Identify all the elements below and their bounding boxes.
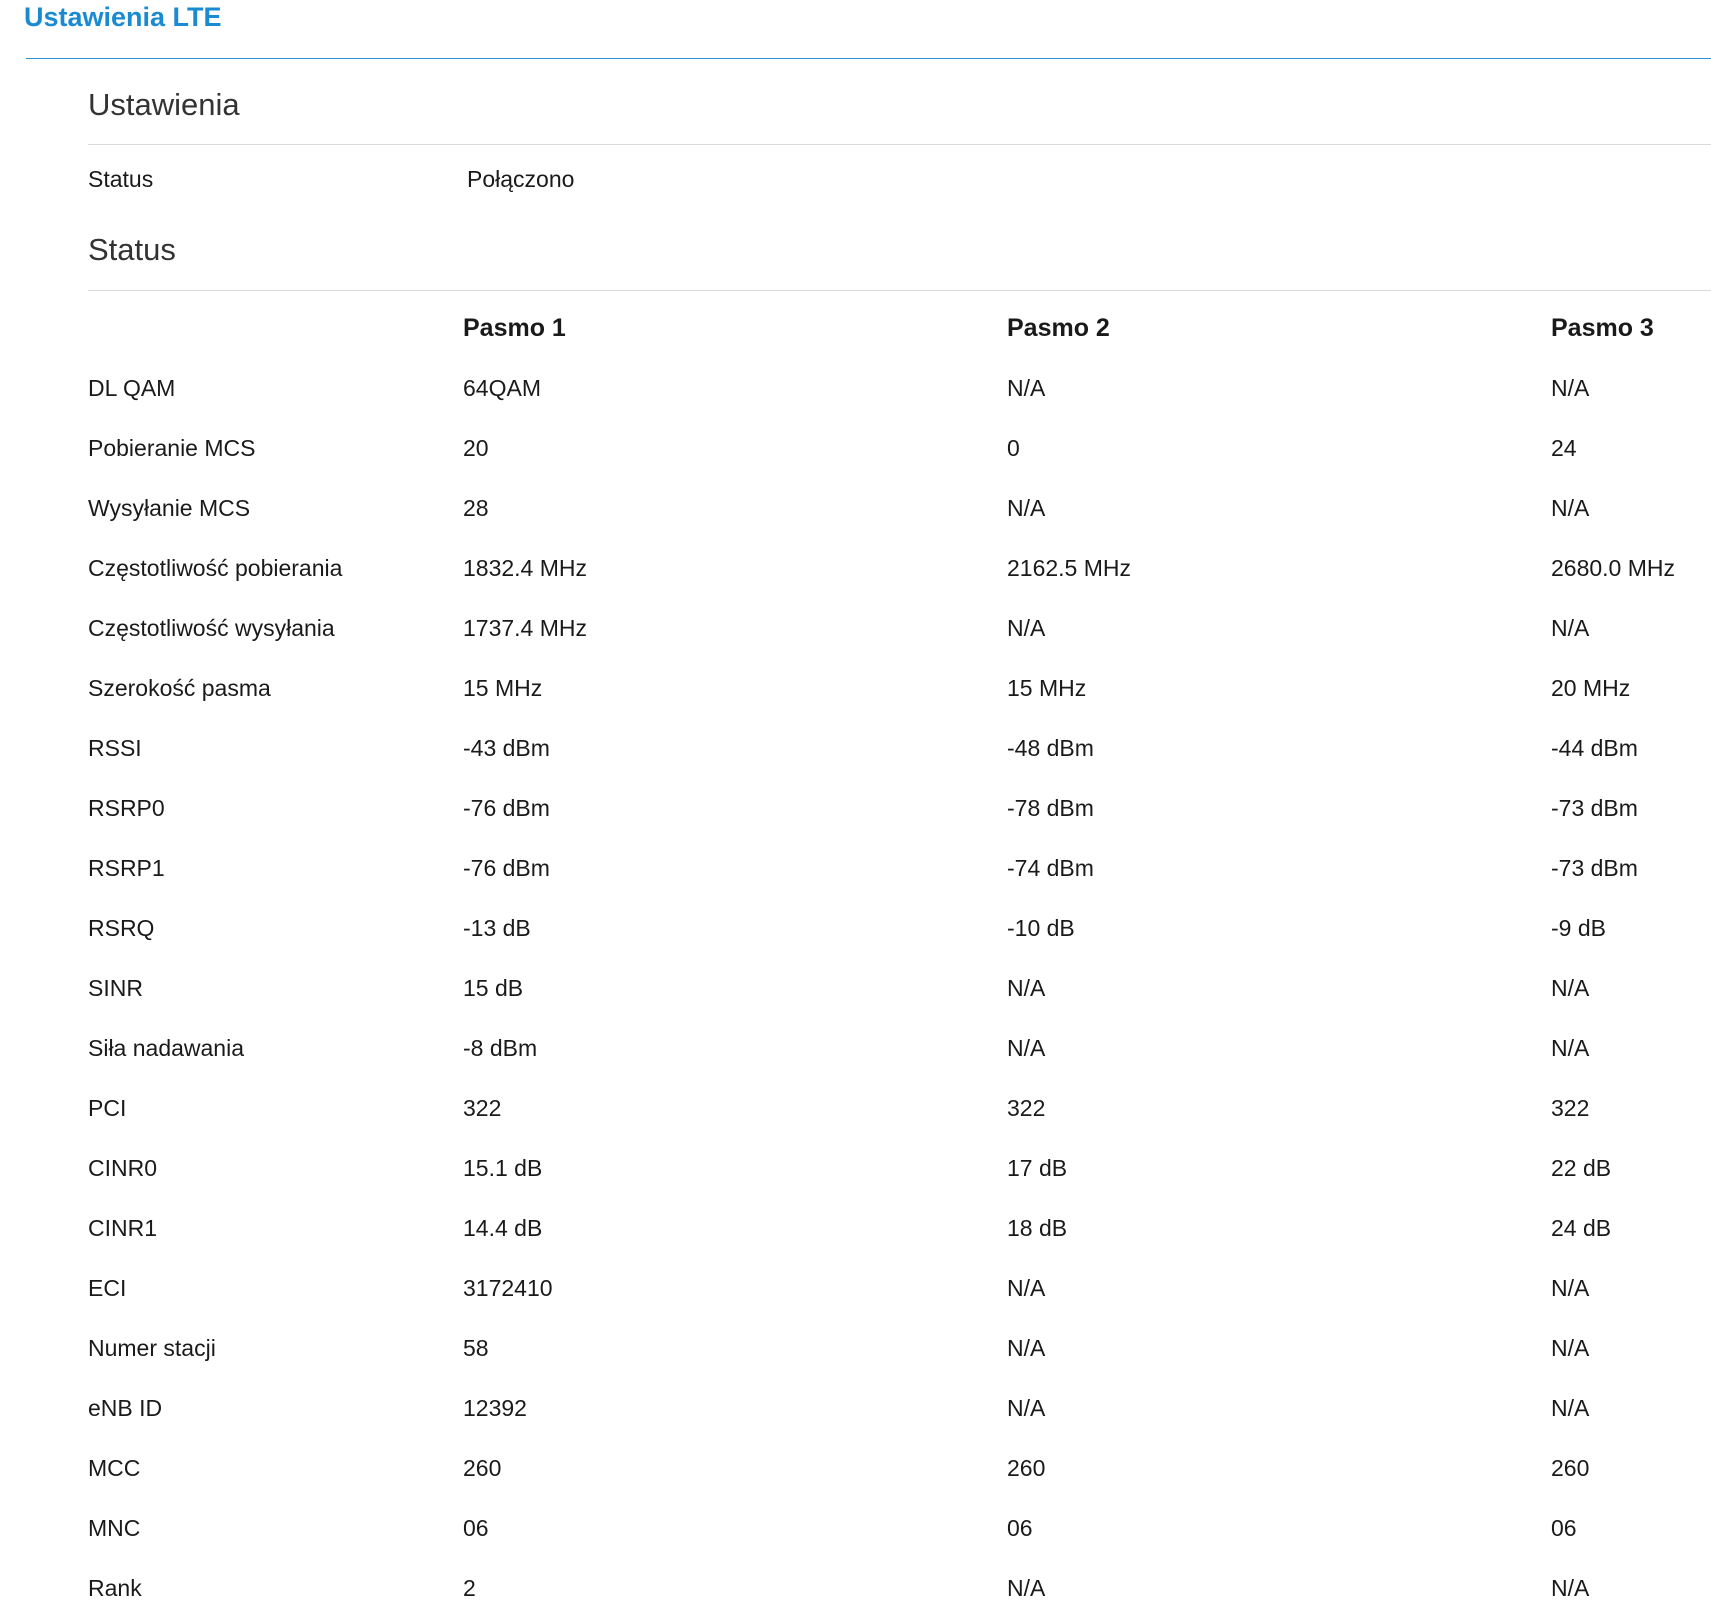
table-row	[88, 958, 1711, 1018]
row-label: Szerokość pasma	[88, 675, 271, 701]
table-row	[88, 838, 1711, 898]
table-row	[88, 1438, 1711, 1498]
title-divider	[26, 58, 1711, 59]
row-value-pasmo-3: 06	[1551, 1515, 1577, 1541]
row-label: RSRP1	[88, 855, 165, 881]
table-row	[88, 718, 1711, 778]
row-label: Rank	[88, 1575, 142, 1601]
row-value-pasmo-1: -43 dBm	[463, 735, 550, 761]
row-value-pasmo-3: N/A	[1551, 375, 1590, 401]
row-label: SINR	[88, 975, 143, 1001]
status-label: Status	[88, 166, 154, 192]
row-value-pasmo-2: 17 dB	[1007, 1155, 1068, 1181]
row-value-pasmo-2: N/A	[1007, 1575, 1046, 1601]
row-label: CINR1	[88, 1215, 158, 1241]
row-value-pasmo-3: 24 dB	[1551, 1215, 1612, 1241]
row-value-pasmo-3: -44 dBm	[1551, 735, 1638, 761]
row-value-pasmo-3: 2680.0 MHz	[1551, 555, 1676, 581]
row-value-pasmo-3: N/A	[1551, 1035, 1590, 1061]
row-label: MCC	[88, 1455, 141, 1481]
table-row	[88, 358, 1711, 418]
row-value-pasmo-1: 260	[463, 1455, 502, 1481]
row-value-pasmo-3: N/A	[1551, 1335, 1590, 1361]
row-label: RSSI	[88, 735, 142, 761]
table-row	[88, 1258, 1711, 1318]
row-value-pasmo-1: 322	[463, 1095, 502, 1121]
row-value-pasmo-3: 20 MHz	[1551, 675, 1631, 701]
table-row	[88, 898, 1711, 958]
table-row	[88, 1378, 1711, 1438]
row-value-pasmo-2: N/A	[1007, 375, 1046, 401]
row-value-pasmo-2: -74 dBm	[1007, 855, 1094, 881]
status-value: Połączono	[467, 166, 575, 192]
row-label: ECI	[88, 1275, 127, 1301]
row-value-pasmo-3: 22 dB	[1551, 1155, 1612, 1181]
status-table-header	[88, 298, 1711, 358]
table-row	[88, 658, 1711, 718]
table-row	[88, 538, 1711, 598]
row-value-pasmo-1: 3172410	[463, 1275, 553, 1301]
table-row	[88, 1018, 1711, 1078]
row-value-pasmo-2: 0	[1007, 435, 1020, 461]
row-value-pasmo-1: 1737.4 MHz	[463, 615, 588, 641]
row-value-pasmo-3: N/A	[1551, 615, 1590, 641]
row-value-pasmo-2: 260	[1007, 1455, 1046, 1481]
row-value-pasmo-1: 20	[463, 435, 489, 461]
row-value-pasmo-2: N/A	[1007, 615, 1046, 641]
header-cell-pasmo-1: Pasmo 1	[463, 314, 566, 342]
row-value-pasmo-1: 2	[463, 1575, 476, 1601]
status-section-title: Status	[88, 232, 176, 267]
row-value-pasmo-3: N/A	[1551, 975, 1590, 1001]
table-row	[88, 478, 1711, 538]
row-value-pasmo-2: N/A	[1007, 495, 1046, 521]
row-value-pasmo-1: 64QAM	[463, 375, 541, 401]
row-value-pasmo-2: N/A	[1007, 975, 1046, 1001]
settings-divider	[88, 144, 1711, 145]
table-row	[88, 1138, 1711, 1198]
row-label: CINR0	[88, 1155, 158, 1181]
row-value-pasmo-1: 1832.4 MHz	[463, 555, 588, 581]
row-label: Numer stacji	[88, 1335, 216, 1361]
row-value-pasmo-2: N/A	[1007, 1035, 1046, 1061]
row-value-pasmo-3: N/A	[1551, 1275, 1590, 1301]
row-value-pasmo-2: 18 dB	[1007, 1215, 1068, 1241]
row-value-pasmo-3: -73 dBm	[1551, 795, 1638, 821]
row-label: Częstotliwość pobierania	[88, 555, 343, 581]
row-value-pasmo-1: 15 MHz	[463, 675, 543, 701]
row-label: Częstotliwość wysyłania	[88, 615, 335, 641]
row-value-pasmo-3: N/A	[1551, 1395, 1590, 1421]
row-value-pasmo-2: 322	[1007, 1095, 1046, 1121]
table-row	[88, 598, 1711, 658]
row-value-pasmo-3: N/A	[1551, 495, 1590, 521]
row-label: MNC	[88, 1515, 141, 1541]
row-value-pasmo-3: 322	[1551, 1095, 1590, 1121]
row-value-pasmo-1: -8 dBm	[463, 1035, 538, 1061]
row-value-pasmo-1: -76 dBm	[463, 855, 550, 881]
row-value-pasmo-2: 15 MHz	[1007, 675, 1087, 701]
row-value-pasmo-1: 15 dB	[463, 975, 524, 1001]
row-value-pasmo-2: N/A	[1007, 1335, 1046, 1361]
header-cell-pasmo-3: Pasmo 3	[1551, 314, 1654, 342]
row-value-pasmo-3: N/A	[1551, 1575, 1590, 1601]
row-value-pasmo-3: -9 dB	[1551, 915, 1606, 941]
row-value-pasmo-1: 14.4 dB	[463, 1215, 543, 1241]
page-title: Ustawienia LTE	[24, 2, 222, 32]
row-value-pasmo-1: 58	[463, 1335, 489, 1361]
row-value-pasmo-2: 2162.5 MHz	[1007, 555, 1132, 581]
row-value-pasmo-1: -13 dB	[463, 915, 531, 941]
row-value-pasmo-2: 06	[1007, 1515, 1033, 1541]
row-label: Wysyłanie MCS	[88, 495, 251, 521]
table-row	[88, 1198, 1711, 1258]
row-label: DL QAM	[88, 375, 176, 401]
row-value-pasmo-2: -48 dBm	[1007, 735, 1094, 761]
row-label: Siła nadawania	[88, 1035, 245, 1061]
row-value-pasmo-2: -10 dB	[1007, 915, 1075, 941]
status-table	[88, 298, 1711, 1618]
table-row	[88, 418, 1711, 478]
row-value-pasmo-1: 28	[463, 495, 489, 521]
table-row	[88, 1498, 1711, 1558]
row-label: PCI	[88, 1095, 127, 1121]
header-cell-pasmo-2: Pasmo 2	[1007, 314, 1110, 342]
table-row	[88, 1558, 1711, 1618]
row-value-pasmo-3: 260	[1551, 1455, 1590, 1481]
row-label: Pobieranie MCS	[88, 435, 256, 461]
row-value-pasmo-1: 15.1 dB	[463, 1155, 543, 1181]
row-value-pasmo-2: N/A	[1007, 1395, 1046, 1421]
row-value-pasmo-3: 24	[1551, 435, 1577, 461]
row-label: RSRQ	[88, 915, 155, 941]
row-value-pasmo-1: -76 dBm	[463, 795, 550, 821]
status-divider	[88, 290, 1711, 291]
settings-section-title: Ustawienia	[88, 87, 240, 122]
row-value-pasmo-2: -78 dBm	[1007, 795, 1094, 821]
table-row	[88, 1078, 1711, 1138]
row-label: eNB ID	[88, 1395, 163, 1421]
row-value-pasmo-2: N/A	[1007, 1275, 1046, 1301]
row-value-pasmo-3: -73 dBm	[1551, 855, 1638, 881]
row-value-pasmo-1: 12392	[463, 1395, 527, 1421]
table-row	[88, 778, 1711, 838]
row-value-pasmo-1: 06	[463, 1515, 489, 1541]
table-row	[88, 1318, 1711, 1378]
row-label: RSRP0	[88, 795, 165, 821]
